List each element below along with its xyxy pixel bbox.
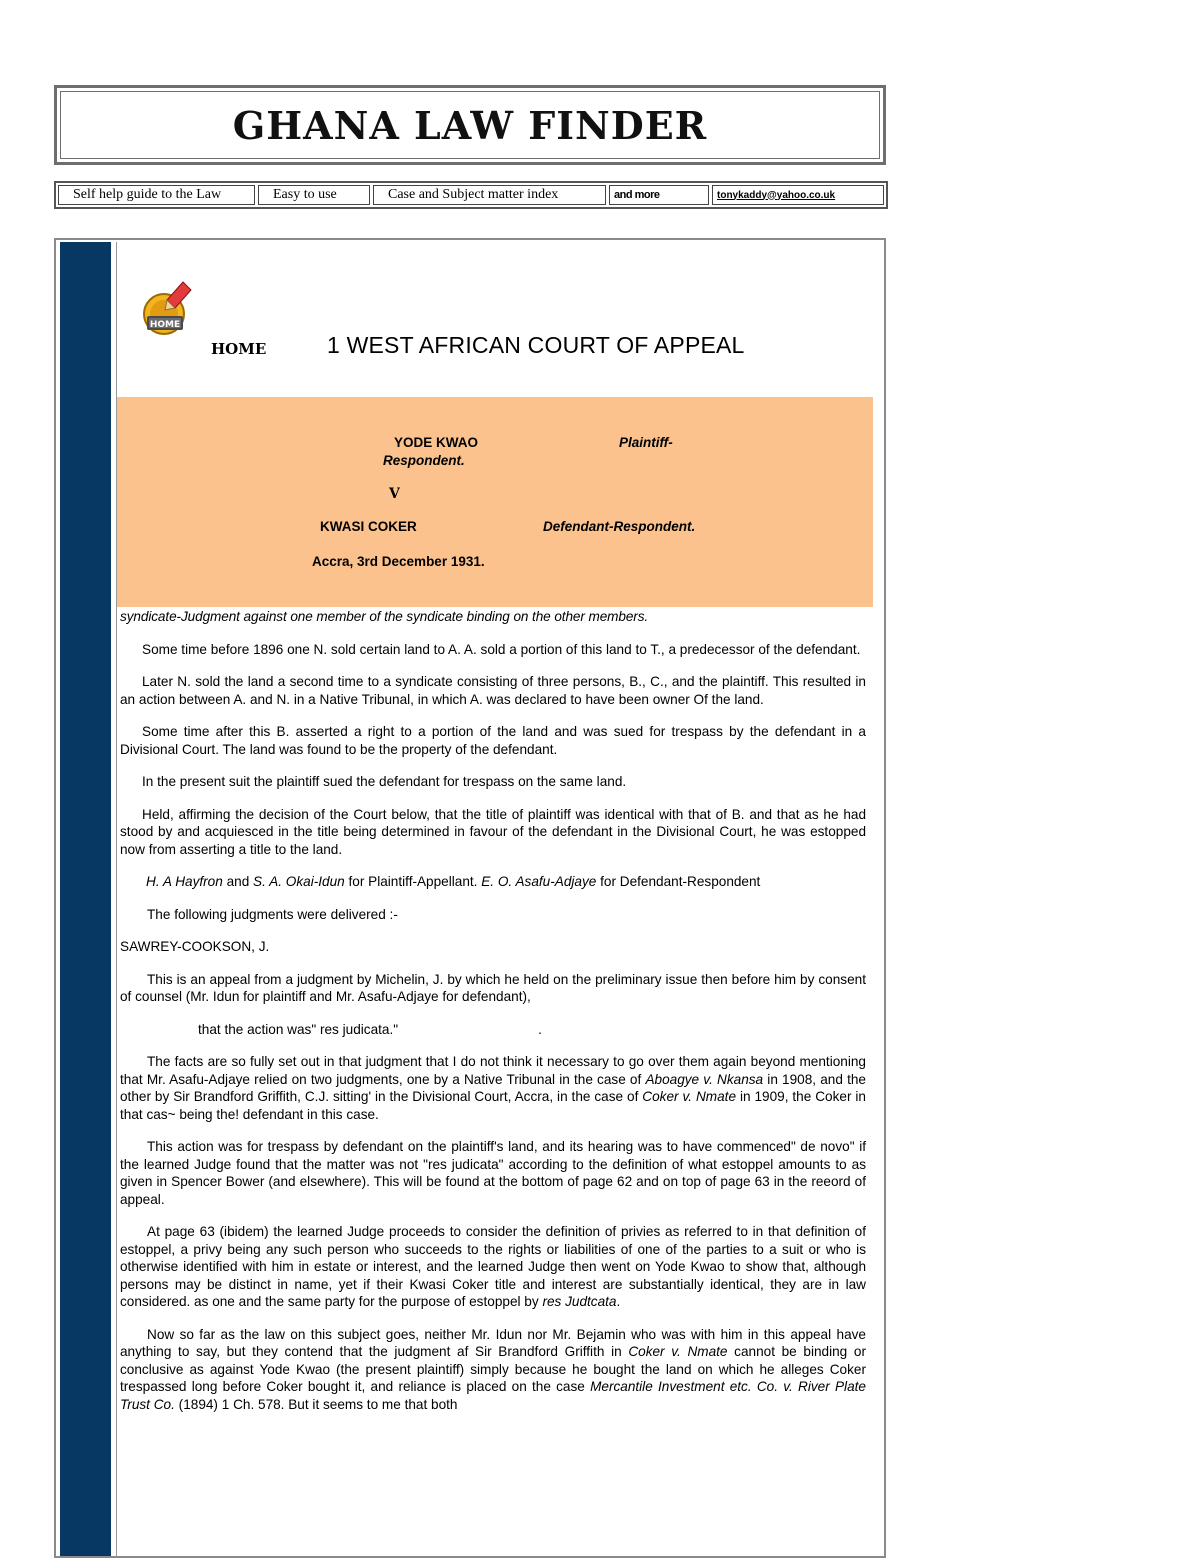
paragraph: Some time before 1896 one N. sold certain land to A. A. sold a portion of this land to T., a predecessor of the defendant.: [142, 641, 861, 657]
paragraph: The following judgments were delivered :-: [147, 906, 398, 922]
counsel-text: for Plaintiff-Appellant.: [344, 874, 482, 889]
paragraph: [120, 1223, 866, 1311]
court-title: 1 WEST AFRICAN COURT OF APPEAL: [327, 332, 745, 358]
parties-box: [117, 397, 873, 607]
paragraph: This action was for trespass by defendant on the plaintiff's land, and its hearing was to have commenced" de novo" if the learned Judge found that the matter was not "res judicata" according to the definition of what estoppel amounts to as given in Spencer Bower (and elsewhere). This will be found at the bottom of page 62 and on top of page 63 in the reeord of appeal.: [120, 1139, 866, 1207]
site-banner: [54, 85, 886, 165]
nav-email-link[interactable]: tonykaddy@yahoo.co.uk: [712, 185, 884, 205]
defendant-name: KWASI COKER: [320, 519, 417, 534]
judge-name: SAWREY-COOKSON, J.: [120, 939, 270, 954]
counsel-text: for Defendant-Respondent: [596, 874, 761, 889]
versus: V: [389, 486, 400, 502]
nav-and-more[interactable]: and more: [609, 185, 709, 205]
text-run: in 1909, the Coker in that cas~ being the! defendant in this case.: [120, 1089, 866, 1122]
content-area: [116, 242, 880, 1556]
site-title: GHANA LAW FINDER: [232, 102, 708, 148]
quote-line: [120, 1021, 866, 1039]
paragraph: This is an appeal from a judgment by Michelin, J. by which he held on the preliminary issue then before him by consent of counsel (Mr. Idun for plaintiff and Mr. Asafu-Adjaye for defendant),: [120, 971, 866, 1004]
headnote: syndicate-Judgment against one member of the syndicate binding on the other members.: [120, 609, 649, 624]
defendant-role: Defendant-Respondent.: [543, 519, 696, 534]
text-run: in 1908, and the other by Sir Brandford Griffith, C.J. sitting' in the Divisional Court, Accra, in the case of: [120, 1071, 866, 1104]
svg-text:HOME: HOME: [149, 320, 181, 330]
judgment-date: Accra, 3rd December 1931.: [312, 554, 485, 569]
sidebar: [60, 242, 111, 1556]
plaintiff-role-cont: Respondent.: [383, 453, 465, 468]
nav-easy-to-use[interactable]: Easy to use: [258, 185, 370, 205]
case-citation: Mercantile Investment etc. Co. v. River Plate Trust Co.: [120, 1379, 866, 1412]
paragraph: Held, affirming the decision of the Court below, that the title of plaintiff was identical with that of B. and that as he had stood by and acquiesced in the title being determined in favour of the defendant in the Divisional Court, he was estopped now from asserting a title to the land.: [120, 806, 866, 857]
home-link[interactable]: HOME: [211, 340, 267, 358]
text-run: Now so far as the law on this subject goes, neither Mr. Idun nor Mr. Bejamin who was with him in this appeal have anything to say, but they contend that the judgment af Sir Brandford Griffith in: [120, 1326, 866, 1359]
nav-bar: [54, 181, 888, 209]
counsel-paragraph: [120, 873, 866, 891]
home-icon[interactable]: [139, 278, 193, 336]
case-citation: Coker v. Nmate: [642, 1089, 737, 1104]
judgment-body: [120, 608, 866, 1428]
paragraph: Some time after this B. asserted a right to a portion of the land and was sued for trespass by the defendant in a Divisional Court. The land was found to be the property of the defendant.: [120, 724, 866, 757]
paragraph: In the present suit the plaintiff sued the defendant for trespass on the same land.: [142, 774, 627, 789]
latin-term: res Judtcata: [542, 1294, 617, 1309]
quote-dot: .: [538, 1021, 542, 1037]
text-run: The facts are so fully set out in that judgment that I do not think it necessary to go over them again beyond mentioning that Mr. Asafu-Adjaye relied on two judgments, one by a Native Tribunal in the case of: [120, 1054, 866, 1087]
text-run: .: [616, 1294, 621, 1309]
counsel-name: H. A Hayfron: [146, 874, 223, 889]
plaintiff-name: YODE KWAO: [394, 435, 479, 450]
text-run: At page 63 (ibidem) the learned Judge proceeds to consider the definition of privies as referred to in that definition of estoppel, a privy being any such person who succeeds to the rights or liabilities of one of the parties to a suit or who is otherwise identified with him in estate or interest, and the learned Judge then went on Yode Kwao to show that, although persons may be distinct in name, yet if their Kwasi Coker title and interest are substantially identical, they are in law considered. as one and the same party for the purpose of estoppel by: [120, 1224, 866, 1309]
counsel-name: S. A. Okai-Idun: [253, 874, 345, 889]
case-citation: Coker v. Nmate: [628, 1344, 728, 1359]
paragraph: Later N. sold the land a second time to a syndicate consisting of three persons, B., C., and the plaintiff. This resulted in an action between A. and N. in a Native Tribunal, in which A. was declared to have been owner Of the land.: [120, 674, 866, 707]
document-frame: [54, 238, 886, 1558]
case-citation: Aboagye v. Nkansa: [645, 1071, 764, 1087]
paragraph: [120, 1326, 866, 1414]
nav-case-index[interactable]: Case and Subject matter index: [373, 185, 606, 205]
counsel-text: and: [222, 874, 254, 889]
text-run: (1894) 1 Ch. 578. But it seems to me that both: [174, 1396, 458, 1412]
plaintiff-role: Plaintiff-: [619, 435, 673, 450]
nav-self-help[interactable]: Self help guide to the Law: [58, 185, 255, 205]
paragraph: [120, 1053, 866, 1123]
text-run: cannot be binding or conclusive as against Yode Kwao (the present plaintiff) simply because he bought the land on which he alleges Coker trespassed long before Coker bought it, and reliance is placed on the case: [120, 1344, 866, 1394]
counsel-name: E. O. Asafu-Adjaye: [481, 874, 597, 889]
quote-text: that the action was" res judicata.": [198, 1021, 399, 1037]
